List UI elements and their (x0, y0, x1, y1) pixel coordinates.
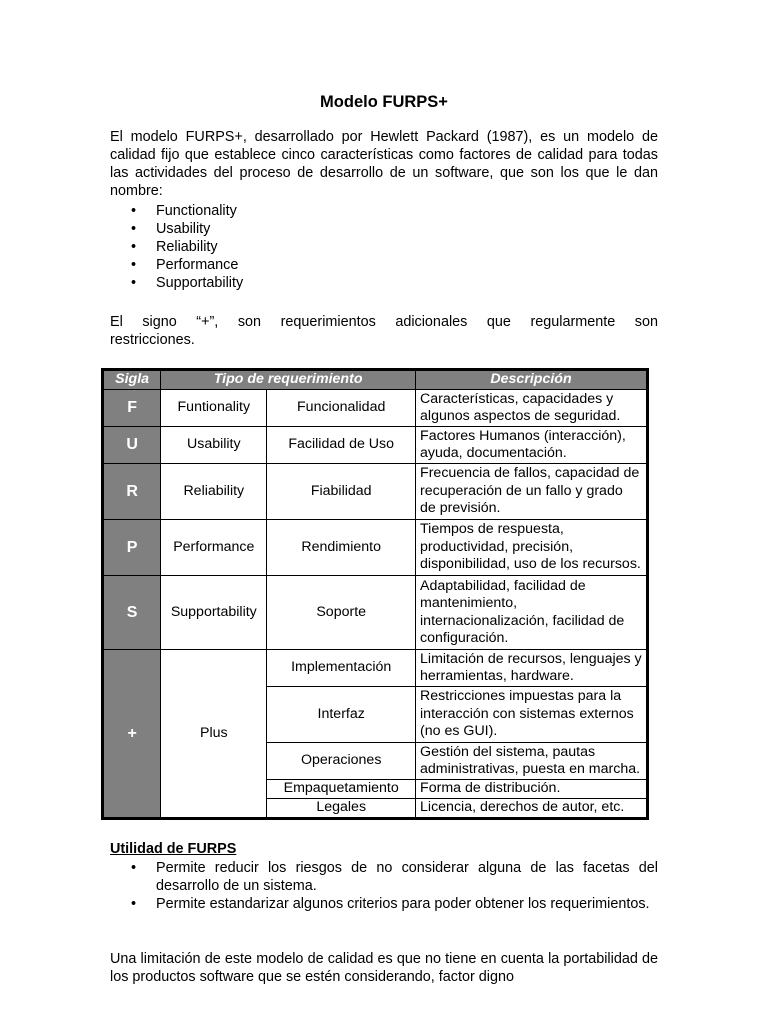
table-header-row (103, 370, 648, 390)
tipo-en-cell: Reliability (161, 464, 267, 520)
header-descripcion: Descripción (416, 370, 648, 390)
tipo-es-cell: Facilidad de Uso (267, 427, 416, 464)
tipo-en-cell: Supportability (161, 576, 267, 650)
descripcion-cell: Adaptabilidad, facilidad de mantenimiento, internacionalización, facilidad de configuración. (416, 576, 648, 650)
tipo-es-cell: Legales (267, 799, 416, 819)
utilidad-list (110, 859, 658, 913)
list-item: • Permite reducir los riesgos de no considerar alguna de las facetas del desarrollo de un sistema. (110, 859, 658, 895)
list-item: • Functionality (110, 202, 658, 220)
list-item: • Performance (110, 256, 658, 274)
tipo-es-cell: Operaciones (267, 743, 416, 780)
tipo-en-cell: Usability (161, 427, 267, 464)
header-sigla: Sigla (103, 370, 161, 390)
table-row (103, 650, 648, 687)
list-item: • Usability (110, 220, 658, 238)
sigla-cell: S (103, 576, 161, 650)
table-row (103, 464, 648, 520)
signo-paragraph (110, 313, 658, 349)
signo-line-2: restricciones. (110, 332, 195, 348)
descripcion-cell: Frecuencia de fallos, capacidad de recuperación de un fallo y grado de previsión. (416, 464, 648, 520)
page-title: Modelo FURPS+ (320, 93, 448, 111)
sigla-cell: + (103, 650, 161, 819)
list-item: • Supportability (110, 274, 658, 292)
closing-paragraph: Una limitación de este modelo de calidad es que no tiene en cuenta la portabilidad de los productos software que se estén considerando, factor digno (110, 951, 658, 985)
descripcion-cell: Limitación de recursos, lenguajes y herramientas, hardware. (416, 650, 648, 687)
table-row (103, 520, 648, 576)
signo-line-1: El signo “+”, son requerimientos adicionales que regularmente son (110, 314, 658, 330)
descripcion-cell: Gestión del sistema, pautas administrativas, puesta en marcha. (416, 743, 648, 780)
tipo-en-cell: Performance (161, 520, 267, 576)
intro-paragraph: El modelo FURPS+, desarrollado por Hewlett Packard (1987), es un modelo de calidad fijo que establece cinco características como factores de calidad para todas las actividades del proceso de desarrollo de un software, que son los que le dan nombre: (110, 129, 658, 199)
furps-bullet-list (110, 202, 658, 292)
section-heading: Utilidad de FURPS (110, 841, 237, 857)
header-tipo: Tipo de requerimiento (161, 370, 416, 390)
table-row (103, 427, 648, 464)
list-item: • Reliability (110, 238, 658, 256)
descripcion-cell: Factores Humanos (interacción), ayuda, documentación. (416, 427, 648, 464)
tipo-en-cell: Plus (161, 650, 267, 819)
descripcion-cell: Características, capacidades y algunos aspectos de seguridad. (416, 390, 648, 427)
descripcion-cell: Tiempos de respuesta, productividad, precisión, disponibilidad, uso de los recursos. (416, 520, 648, 576)
descripcion-cell: Forma de distribución. (416, 780, 648, 799)
sigla-cell: R (103, 464, 161, 520)
tipo-es-cell: Fiabilidad (267, 464, 416, 520)
descripcion-cell: Licencia, derechos de autor, etc. (416, 799, 648, 819)
table-row (103, 390, 648, 427)
sigla-cell: F (103, 390, 161, 427)
tipo-es-cell: Interfaz (267, 687, 416, 743)
tipo-es-cell: Rendimiento (267, 520, 416, 576)
tipo-es-cell: Empaquetamiento (267, 780, 416, 799)
table-row (103, 576, 648, 650)
tipo-es-cell: Implementación (267, 650, 416, 687)
descripcion-cell: Restricciones impuestas para la interacción con sistemas externos (no es GUI). (416, 687, 648, 743)
tipo-es-cell: Funcionalidad (267, 390, 416, 427)
furps-table (101, 368, 649, 820)
sigla-cell: P (103, 520, 161, 576)
sigla-cell: U (103, 427, 161, 464)
tipo-es-cell: Soporte (267, 576, 416, 650)
list-item: • Permite estandarizar algunos criterios para poder obtener los requerimientos. (110, 895, 658, 913)
tipo-en-cell: Funtionality (161, 390, 267, 427)
